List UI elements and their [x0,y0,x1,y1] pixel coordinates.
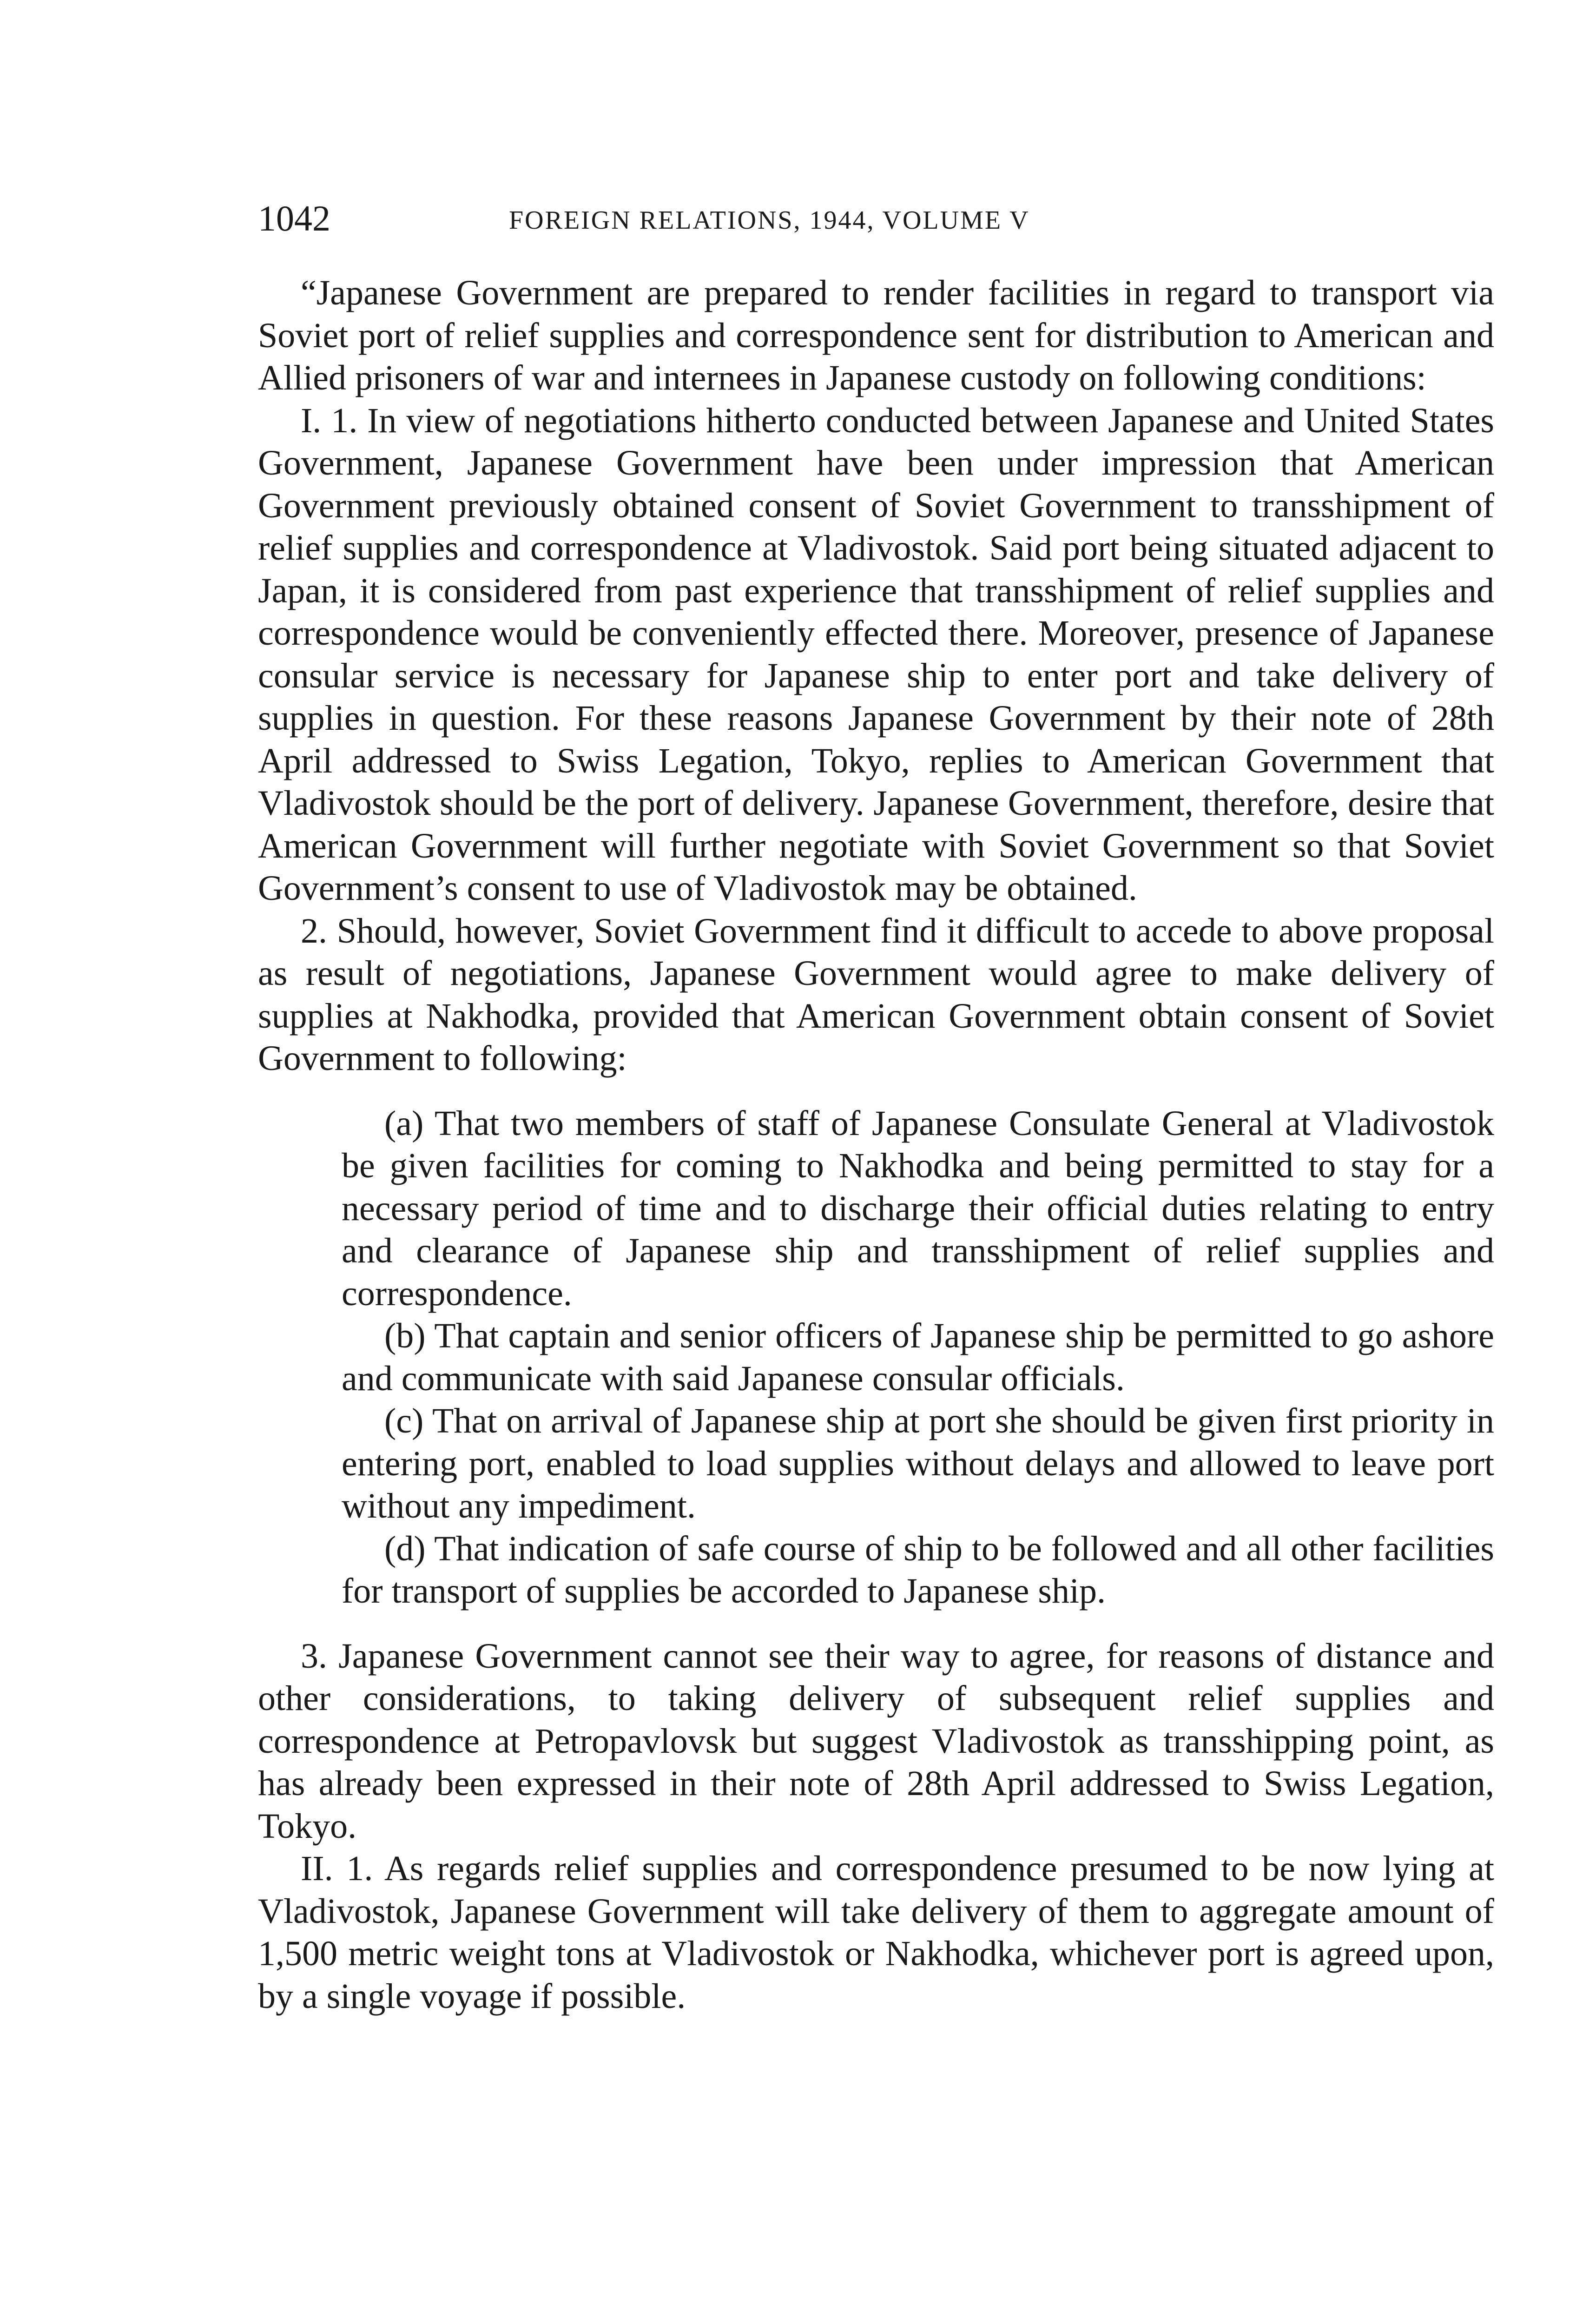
document-body [258,272,1494,2018]
sub-item-b: (b) That captain and senior officers of Japanese ship be permitted to go ashore and communicate with said Japanese consular officials. [342,1316,1494,1398]
running-title: FOREIGN RELATIONS, 1944, VOLUME V [509,206,1030,235]
paragraph-intro: “Japanese Government are prepared to render facilities in regard to transport via Soviet port of relief supplies and correspondence sent for distribution to American and Allied prisoners of war and internees in Japanese custody on following conditions: [258,273,1494,397]
paragraph-section-I-2: 2. Should, however, Soviet Government find it difficult to accede to above proposal as result of negotiations, Japanese Government would agree to make delivery of supplies at Nakhodka, provided that American Government obtain consent of Soviet Government to following: [258,911,1494,1078]
sub-item-d: (d) That indication of safe course of ship to be followed and all other facilities for transport of supplies be accorded to Japanese ship. [342,1529,1494,1611]
paragraph-section-I-1: I. 1. In view of negotiations hitherto conducted between Japanese and United States Government, Japanese Government have been under impression that American Government previously obtained consent of Soviet Government to transshipment of relief supplies and correspondence at Vladivostok. Said port being situated adjacent to Japan, it is considered from past experience that transshipment of relief supplies and correspondence would be conveniently effected there. Moreover, presence of Japanese consular service is necessary for Japanese ship to enter port and take delivery of supplies in question. For these reasons Japanese Government by their note of 28th April addressed to Swiss Legation, Tokyo, replies to American Government that Vladivostok should be the port of delivery. Japanese Government, therefore, desire that American Government will further negotiate with Soviet Government so that Soviet Government’s consent to use of Vladivostok may be obtained. [258,401,1494,908]
sub-item-c: (c) That on arrival of Japanese ship at port she should be given first priority in entering port, enabled to load supplies without delays and allowed to leave port without any impediment. [342,1401,1494,1525]
paragraph-section-I-3: 3. Japanese Government cannot see their way to agree, for reasons of distance and other considerations, to taking delivery of subsequent relief supplies and correspondence at Petropavlovsk but suggest Vladivostok as transshipping point, as has already been expressed in their note of 28th April addressed to Swiss Legation, Tokyo. [258,1636,1494,1846]
paragraph-section-II-1: II. 1. As regards relief supplies and correspondence presumed to be now lying at Vladivostok, Japanese Government will take delivery of them to aggregate amount of 1,500 metric weight tons at Vladivostok or Nakhodka, whichever port is agreed upon, by a single voyage if possible. [258,1849,1494,2016]
running-head [258,195,1490,246]
sub-item-a: (a) That two members of staff of Japanese Consulate General at Vladivostok be given facilities for coming to Nakhodka and being permitted to stay for a necessary period of time and to discharge their official duties relating to entry and clearance of Japanese ship and transshipment of relief supplies and correspondence. [342,1103,1494,1313]
page-number: 1042 [258,198,330,238]
